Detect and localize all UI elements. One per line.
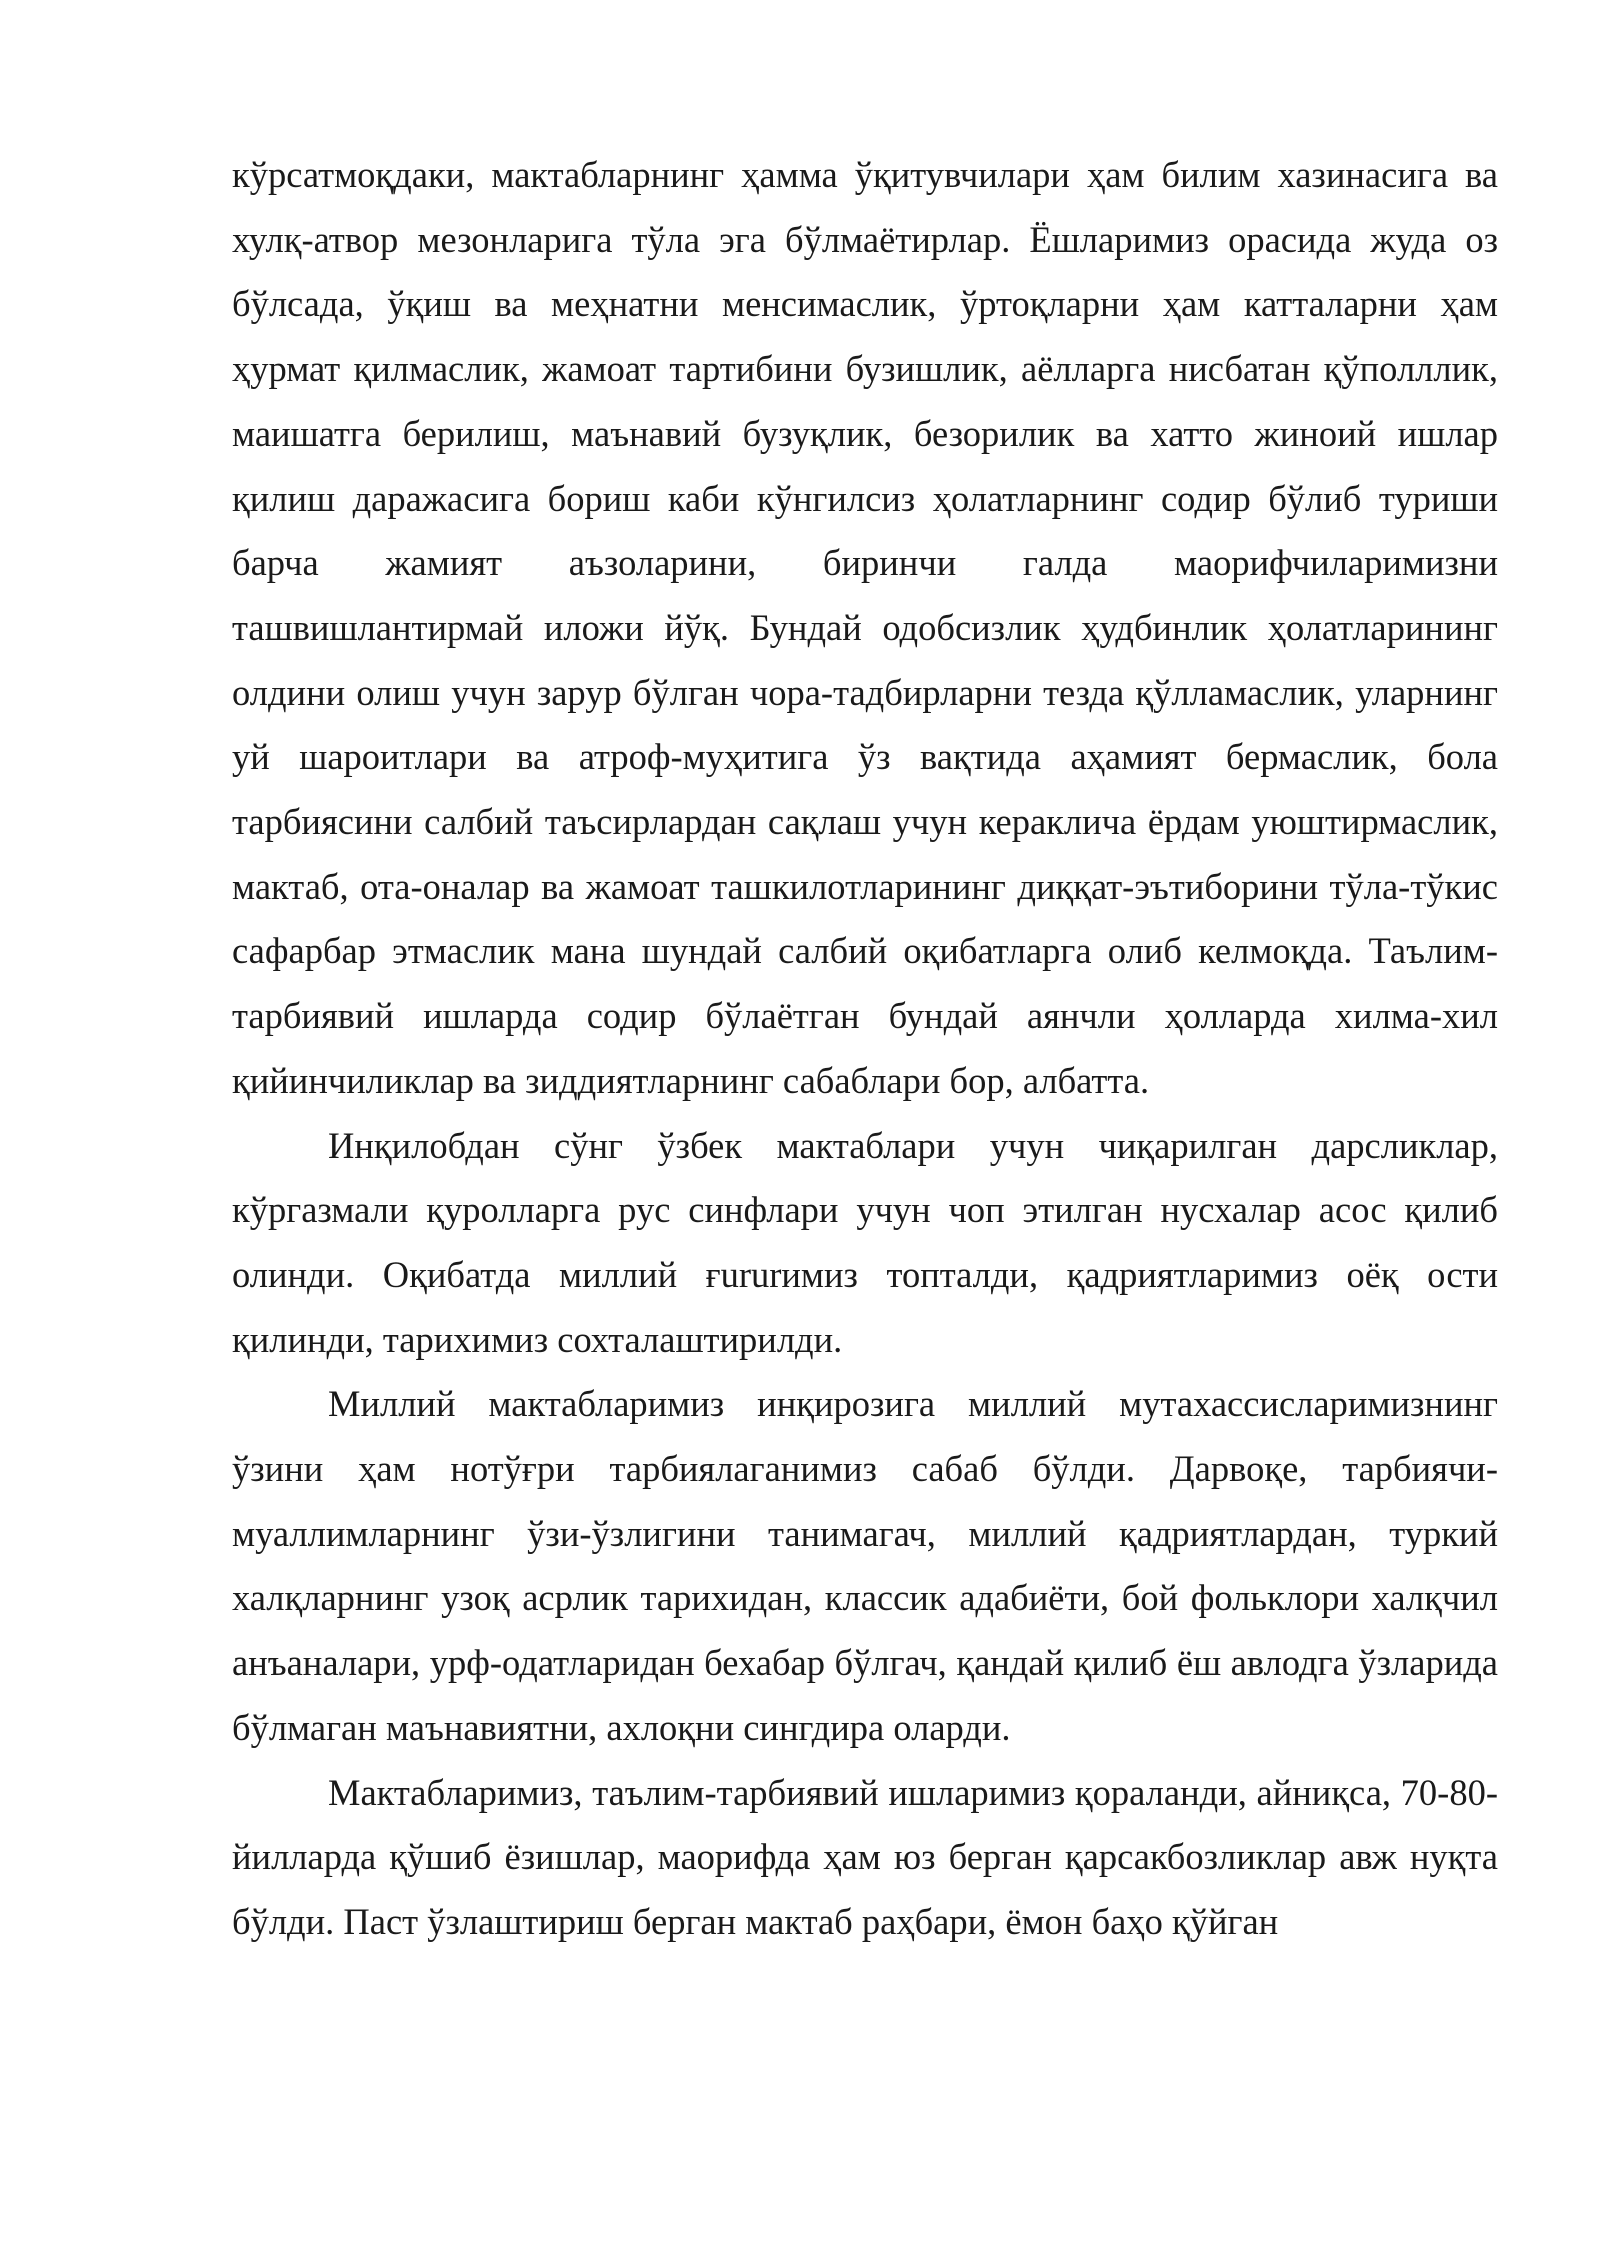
paragraph-3: Миллий мактабларимиз инқирозига миллий мутахассисларимизнинг ўзини ҳам нотўғри тарбиялаганимиз сабаб бўлди. Дарвоқе, тарбиячи-муаллимларнинг ўзи-ўзлигини танимагач, миллий қадриятлардан, туркий халқларнинг узоқ асрлик тарихидан, классик адабиёти, бой фольклори халқчил анъаналари, урф-одатларидан бехабар бўлгач, қандай қилиб ёш авлодга ўзларида бўлмаган маънавиятни, ахлоқни сингдира оларди. — [232, 1383, 1498, 1748]
paragraph-2: Инқилобдан сўнг ўзбек мактаблари учун чиқарилган дарсликлар, кўргазмали қуролларга рус синфлари учун чоп этилган нусхалар асос қилиб олинди. Оқибатда миллий ғururимиз топталди, қадриятларимиз оёқ ости қилинди, тарихимиз сохталаштирилди. — [232, 1124, 1498, 1360]
paragraph-1: кўрсатмоқдаки, мактабларнинг ҳамма ўқитувчилари ҳам билим хазинасига ва хулқ-атвор мезонларига тўла эга бўлмаётирлар. Ёшларимиз орасида жуда оз бўлсада, ўқиш ва меҳнатни менсимаслик, ўртоқларни ҳам катталарни ҳам ҳурмат қилмаслик, жамоат тартибини бузишлик, аёлларга нисбатан қўполллик, маишатга берилиш, маънавий бузуқлик, безорилик ва хатто жиноий ишлар қилиш даражасига бориш каби кўнгилсиз ҳолатларнинг содир бўлиб туриши барча жамият аъзоларини, биринчи галда маорифчиларимизни ташвишлантирмай иложи йўқ. Бундай одобсизлик ҳудбинлик ҳолатларининг олдини олиш учун зарур бўлган чора-тадбирларни тезда қўлламаслик, уларнинг уй шароитлари ва атроф-муҳитига ўз вақтида аҳамият бермаслик, бола тарбиясини салбий таъсирлардан сақлаш учун кераклича ёрдам уюштирмаслик, мактаб, ота-оналар ва жамоат ташкилотларининг диққат-эътиборини тўла-тўкис сафарбар этмаслик мана шундай салбий оқибатларга олиб келмоқда. Таълим-тарбиявий ишларда содир бўлаётган бундай аянчли ҳолларда хилма-хил қийинчиликлар ва зиддиятларнинг сабаблари бор, албатта. — [232, 154, 1498, 1101]
document-body — [232, 143, 1498, 1955]
paragraph-4: Мактабларимиз, таълим-тарбиявий ишларимиз қораланди, айниқса, 70-80-йилларда қўшиб ёзишлар, маорифда ҳам юз берган қарсакбозликлар авж нуқта бўлди. Паст ўзлаштириш берган мактаб раҳбари, ёмон баҳо қўйган — [232, 1771, 1498, 1942]
